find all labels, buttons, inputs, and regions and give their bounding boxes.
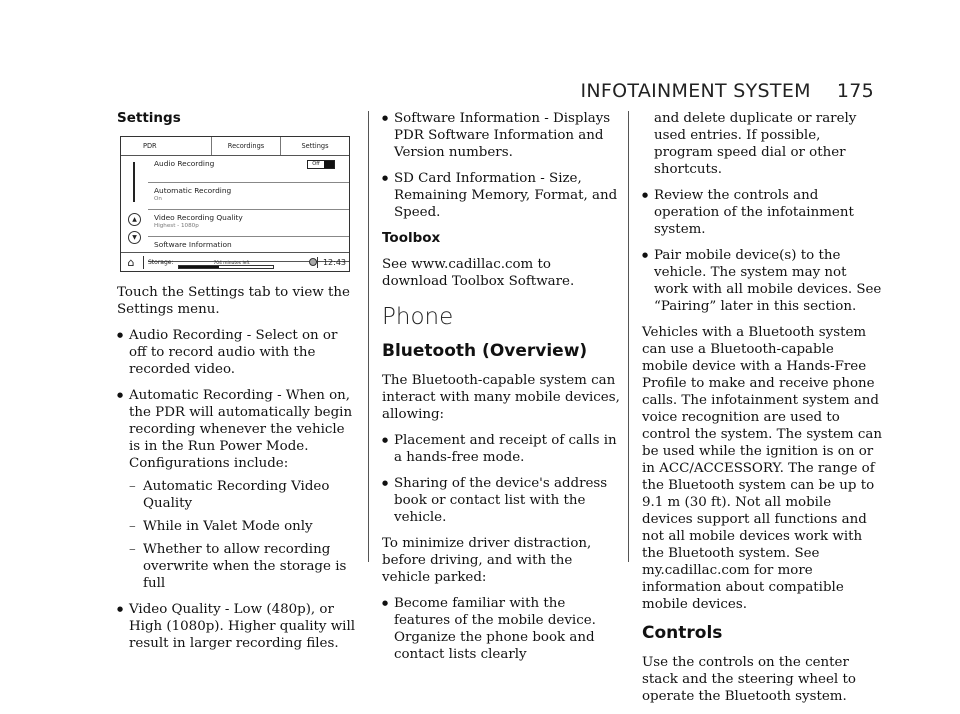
row-title: Audio Recording [154,159,215,168]
page-header [580,80,874,102]
settings-intro: Touch the Settings tab to view the Settings menu. [117,285,350,317]
tab-recordings: Recordings [211,137,280,155]
screen-status-bar [121,252,349,271]
list-item [117,601,357,652]
list-item: ● SD Card Information - Size, Remaining Memory, Format, and Speed. [382,170,620,221]
section-heading-phone: Phone [382,304,454,330]
storage-meter [178,260,274,269]
list-item: ● Pair mobile device(s) to the vehicle. The system may not work with all mobile devices. See “Pairing” later in this section. [642,247,882,315]
topic-heading-bluetooth: Bluetooth (Overview) [382,341,588,361]
storage-caption: 704 minutes left [213,260,250,266]
list-item: ● Become familiar with the features of the mobile device. Organize the phone book and contact lists clearly [382,595,620,663]
bullet-continuation: and delete duplicate or rarely used entries. If possible, program speed dial or other shortcuts. [654,111,857,177]
settings-row-audio-recording [148,156,349,183]
settings-bullet-list [117,327,357,652]
bullet-text: Video Quality - Low (480p), or High (1080p). Higher quality will result in larger recording files. [129,602,356,651]
bluetooth-capabilities-list [382,432,620,526]
row-subtitle: Highest - 1080p [154,223,199,229]
list-item [117,387,357,592]
settings-list [148,156,349,262]
settings-screen-figure [120,136,350,272]
column-left [117,110,357,661]
toggle-knob [324,161,334,168]
settings-row-automatic-recording [148,183,349,210]
list-item: ● Review the controls and operation of the infotainment system. [642,187,882,238]
row-title: Video Recording Quality [154,213,243,222]
page-number: 175 [836,80,874,102]
controls-heading: Controls [642,623,723,643]
bullet-text: Automatic Recording - When on, the PDR will automatically begin recording whenever the vehicle is in the Run Power Mode. Configurations include: [129,388,353,471]
row-title: Automatic Recording [154,186,232,195]
controls-text: Use the controls on the center stack and the steering wheel to operate the Bluetooth system. [642,655,856,704]
scroll-indicator [133,162,135,202]
audio-recording-toggle [307,160,335,169]
list-item: ● Sharing of the device's address book or contact list with the vehicle. [382,475,620,526]
clock: 12:43 [317,257,346,268]
status-separator [143,256,144,269]
tab-settings: Settings [280,137,349,155]
storage-bar-fill [179,266,219,268]
column-divider [368,111,369,562]
bluetooth-description: Vehicles with a Bluetooth system can use a Bluetooth-capable mobile device with a Hands-Free Profile to make and receive phone calls. The infotainment system and voice recognition are used to control the system. The system can be used while the ignition is on or in ACC/ACCESSORY. The range of the Bluetooth system can be up to 9.1 m (30 ft). Not all mobile devices support all functions and not all mobile devices work with the Bluetooth system. See my.cadillac.com for more information about compatible mobile devices. [642,325,882,612]
settings-row-video-quality [148,210,349,237]
list-item: – Automatic Recording Video Quality [129,478,357,512]
toolbox-text: See www.cadillac.com to download Toolbox Software. [382,257,575,289]
settings-heading: Settings [117,110,181,126]
row-title: Software Information [154,240,232,249]
toggle-off-label: Off [308,161,324,168]
scroll-down-icon: ▼ [128,231,141,244]
list-item: ● Software Information - Displays PDR Software Information and Version numbers. [382,110,620,161]
toolbox-heading: Toolbox [382,230,441,246]
preparation-list [382,595,620,663]
column-right [642,110,882,714]
column-divider [628,111,629,562]
tab-pdr: PDR [143,141,157,150]
running-title: INFOTAINMENT SYSTEM [580,80,811,102]
list-item: – While in Valet Mode only [129,518,357,535]
storage-label: Storage: [148,258,174,266]
screen-tab-bar [121,137,349,156]
configuration-list [129,478,357,592]
row-subtitle: On [154,196,162,202]
bluetooth-intro: The Bluetooth-capable system can interact with many mobile devices, allowing: [382,373,620,422]
record-status-icon [309,258,317,266]
home-icon: ⌂ [127,255,135,269]
list-item [117,327,357,378]
column-middle [382,110,620,672]
settings-bullet-list-cont [382,110,620,221]
preparation-list-cont [642,187,882,315]
bullet-text: Audio Recording - Select on or off to record audio with the recorded video. [129,328,338,377]
minimize-distraction-text: To minimize driver distraction, before driving, and with the vehicle parked: [382,536,592,585]
storage-bar [178,265,274,269]
list-item: – Whether to allow recording overwrite when the storage is full [129,541,357,592]
list-item: ● Placement and receipt of calls in a hands-free mode. [382,432,620,466]
scroll-up-icon: ▲ [128,213,141,226]
